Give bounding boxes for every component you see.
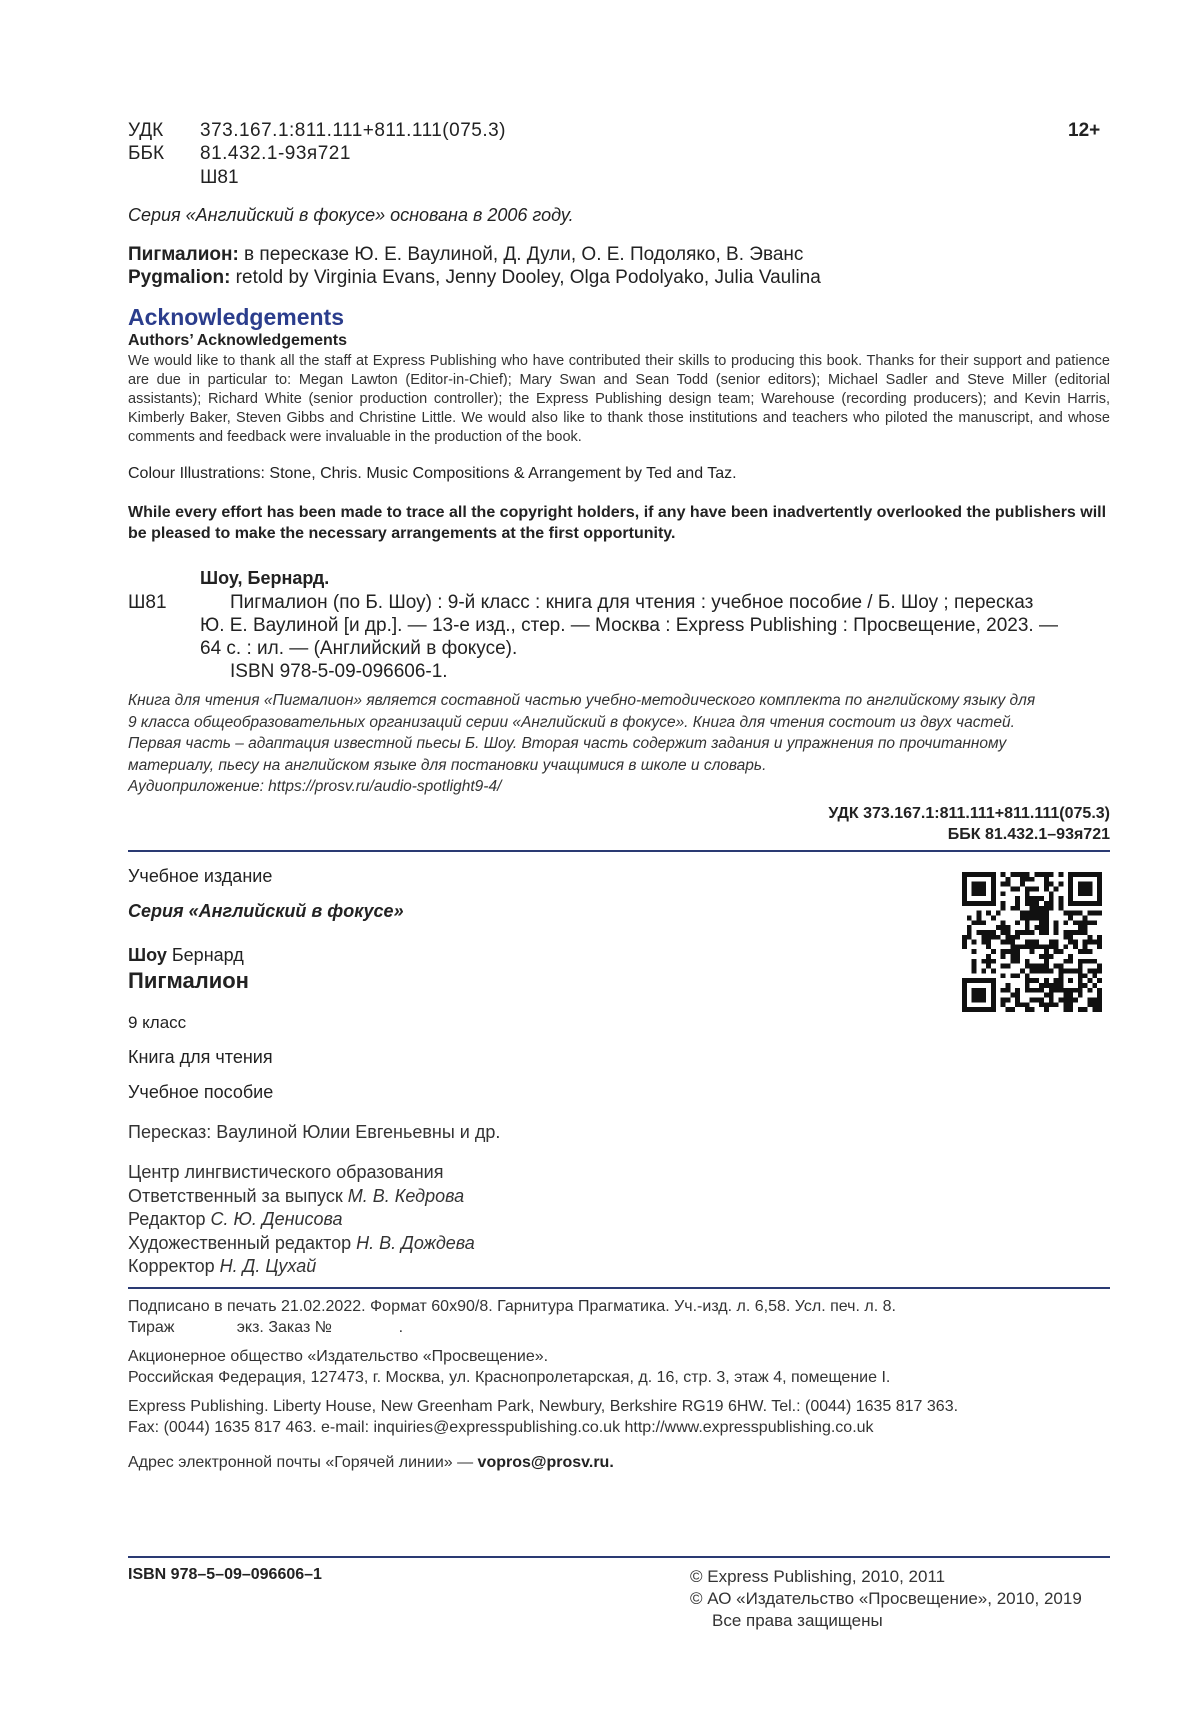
staff-label: Редактор xyxy=(128,1209,211,1229)
imprint-publisher-address: Российская Федерация, 127473, г. Москва, ул. Краснопролетарская, д. 16, стр. 3, этаж 4, помещение I. xyxy=(128,1369,891,1386)
author-first: Бернард xyxy=(166,945,244,965)
catalog-line2: Ю. Е. Ваулиной [и др.]. — 13-е изд., стер. — Москва : Express Publishing : Просвещение, 2023. — xyxy=(200,615,1058,636)
age-rating: 12+ xyxy=(1068,120,1101,141)
udk-value: 373.167.1:811.111+811.111(075.3) xyxy=(200,120,507,141)
edition-staff xyxy=(128,1161,475,1279)
staff-label: Корректор xyxy=(128,1256,220,1276)
catalog-bbk: ББК 81.432.1–93я721 xyxy=(947,826,1110,843)
annotation-line: Аудиоприложение: https://prosv.ru/audio-spotlight9-4/ xyxy=(128,778,502,795)
retold-ru xyxy=(128,243,803,267)
staff-name: Н. В. Дождева xyxy=(356,1232,475,1253)
footer-copyright xyxy=(690,1566,1082,1632)
hotline-email: vopros@prosv.ru. xyxy=(477,1454,614,1471)
staff-name: С. Ю. Денисова xyxy=(210,1209,343,1229)
hotline-label: Адрес электронной почты «Горячей линии» — xyxy=(128,1454,478,1471)
imprint-print xyxy=(128,1296,896,1338)
qr-code-icon xyxy=(962,872,1102,1012)
annotation-line: Книга для чтения «Пигмалион» является составной частью учебно-методического комплекта по английскому языку для xyxy=(128,692,1036,709)
imprint-express-contacts: Fax: (0044) 1635 817 463. e-mail: inquiries@expresspublishing.co.uk http://www.expresspublishing.co.uk xyxy=(128,1419,874,1436)
annotation-line: 9 класса общеобразовательных организаций серии «Английский в фокусе». Книга для чтения состоит из двух частей. xyxy=(128,713,1015,731)
edition-title: Пигмалион xyxy=(128,968,249,993)
retold-ru-label: Пигмалион: xyxy=(128,244,239,265)
catalog-line1: Пигмалион (по Б. Шоу) : 9-й класс : книга для чтения : учебное пособие / Б. Шоу ; пересказ xyxy=(230,592,1034,613)
edition-author xyxy=(128,945,244,966)
catalog-classification xyxy=(828,803,1110,845)
acknowledgements-subtitle: Authors’ Acknowledgements xyxy=(128,332,347,349)
bbk-label: ББК xyxy=(128,143,165,164)
staff-label: Ответственный за выпуск xyxy=(128,1185,348,1206)
divider-bottom xyxy=(128,1556,1110,1558)
imprint-hotline xyxy=(128,1454,614,1472)
copyright-prosv: © АО «Издательство «Просвещение», 2010, 2019 xyxy=(690,1589,1082,1608)
edition-book-type: Книга для чтения xyxy=(128,1047,273,1067)
staff-editor xyxy=(128,1208,475,1232)
catalog-author: Шоу, Бернард. xyxy=(200,568,330,588)
copyright-express: © Express Publishing, 2010, 2011 xyxy=(690,1567,946,1586)
series-note: Серия «Английский в фокусе» основана в 2006 году. xyxy=(128,205,574,225)
imprint-express xyxy=(128,1396,958,1438)
acknowledgements-title: Acknowledgements xyxy=(128,304,344,330)
edition-manual: Учебное пособие xyxy=(128,1082,274,1102)
staff-label: Художественный редактор xyxy=(128,1232,357,1253)
annotation-line: материалу, пьесу на английском языке для постановки учащимися в школе и словарь. xyxy=(128,756,767,774)
imprint-express-address: Express Publishing. Liberty House, New Greenham Park, Newbury, Berkshire RG19 6HW. Tel.: (0044) 1635 817 363. xyxy=(128,1398,959,1415)
bbk-value: 81.432.1-93я721 xyxy=(200,143,351,164)
edition-grade: 9 класс xyxy=(128,1013,187,1032)
copyright-notice: While every effort has been made to trace all the copyright holders, if any have been inadvertently overlooked the publishers will be pleased to make the necessary arrangements at the first opportunity. xyxy=(128,504,1107,542)
retold-en-text: retold by Virginia Evans, Jenny Dooley, Olga Podolyako, Julia Vaulina xyxy=(230,267,821,288)
staff-responsible xyxy=(128,1185,475,1209)
staff-art-editor xyxy=(128,1232,475,1256)
edition-retold-by: Пересказ: Ваулиной Юлии Евгеньевны и др. xyxy=(128,1122,501,1142)
retold-en xyxy=(128,266,821,290)
rights-reserved: Все права защищены xyxy=(712,1611,883,1630)
staff-corrector xyxy=(128,1255,475,1279)
imprint-publisher-name: Акционерное общество «Издательство «Просвещение». xyxy=(128,1348,549,1365)
imprint-publisher xyxy=(128,1346,890,1388)
udk-label: УДК xyxy=(128,120,164,141)
edition-type: Учебное издание xyxy=(128,866,273,886)
acknowledgements-body: We would like to thank all the staff at Express Publishing who have contributed their skills to producing this book. Thanks for their support and patience are due in particular to: Megan Lawton (Editor-in-Chief); Mary Swan and Sean Todd (senior editors); Michael Sadler and Steve Miller (editorial assistants); Richard White (senior production controller); the Express Publishing design team; Warehouse (recording producers); and Kevin Harris, Kimberly Baker, Steven Gibbs and Christine Little. We would also like to thank those institutions and teachers who piloted the manuscript, and whose comments and feedback were invaluable in the production of the book. xyxy=(128,353,1110,445)
divider-top xyxy=(128,850,1110,852)
retold-ru-text: в пересказе Ю. Е. Ваулиной, Д. Дули, О. Е. Подоляко, В. Эванс xyxy=(238,244,804,265)
footer-isbn: ISBN 978–5–09–096606–1 xyxy=(128,1566,322,1583)
staff-name: М. В. Кедрова xyxy=(347,1185,465,1206)
edition-center: Центр лингвистического образования xyxy=(128,1162,444,1182)
illustrations-credit: Colour Illustrations: Stone, Chris. Music Compositions & Arrangement by Ted and Taz. xyxy=(128,465,737,482)
annotation-line: Первая часть – адаптация известной пьесы Б. Шоу. Вторая часть содержит задания и упражнения по прочитанному xyxy=(128,735,1007,752)
staff-name: Н. Д. Цухай xyxy=(219,1256,317,1276)
catalog-udk: УДК 373.167.1:811.111+811.111(075.3) xyxy=(828,805,1110,822)
edition-series: Серия «Английский в фокусе» xyxy=(128,901,404,921)
divider-middle xyxy=(128,1287,1110,1289)
catalog-code: Ш81 xyxy=(128,592,167,613)
header-code: Ш81 xyxy=(200,167,239,188)
catalog-isbn: ISBN 978-5-09-096606-1. xyxy=(230,661,448,682)
catalog-annotation xyxy=(128,690,1035,798)
author-last: Шоу xyxy=(128,945,167,965)
catalog-line3: 64 с. : ил. — (Английский в фокусе). xyxy=(200,638,518,659)
imprint-signed: Подписано в печать 21.02.2022. Формат 60x90/8. Гарнитура Прагматика. Уч.-изд. л. 6,58. Усл. печ. л. 8. xyxy=(128,1298,896,1315)
retold-en-label: Pygmalion: xyxy=(128,267,231,288)
imprint-print-run: Тираж экз. Заказ № . xyxy=(128,1319,404,1336)
